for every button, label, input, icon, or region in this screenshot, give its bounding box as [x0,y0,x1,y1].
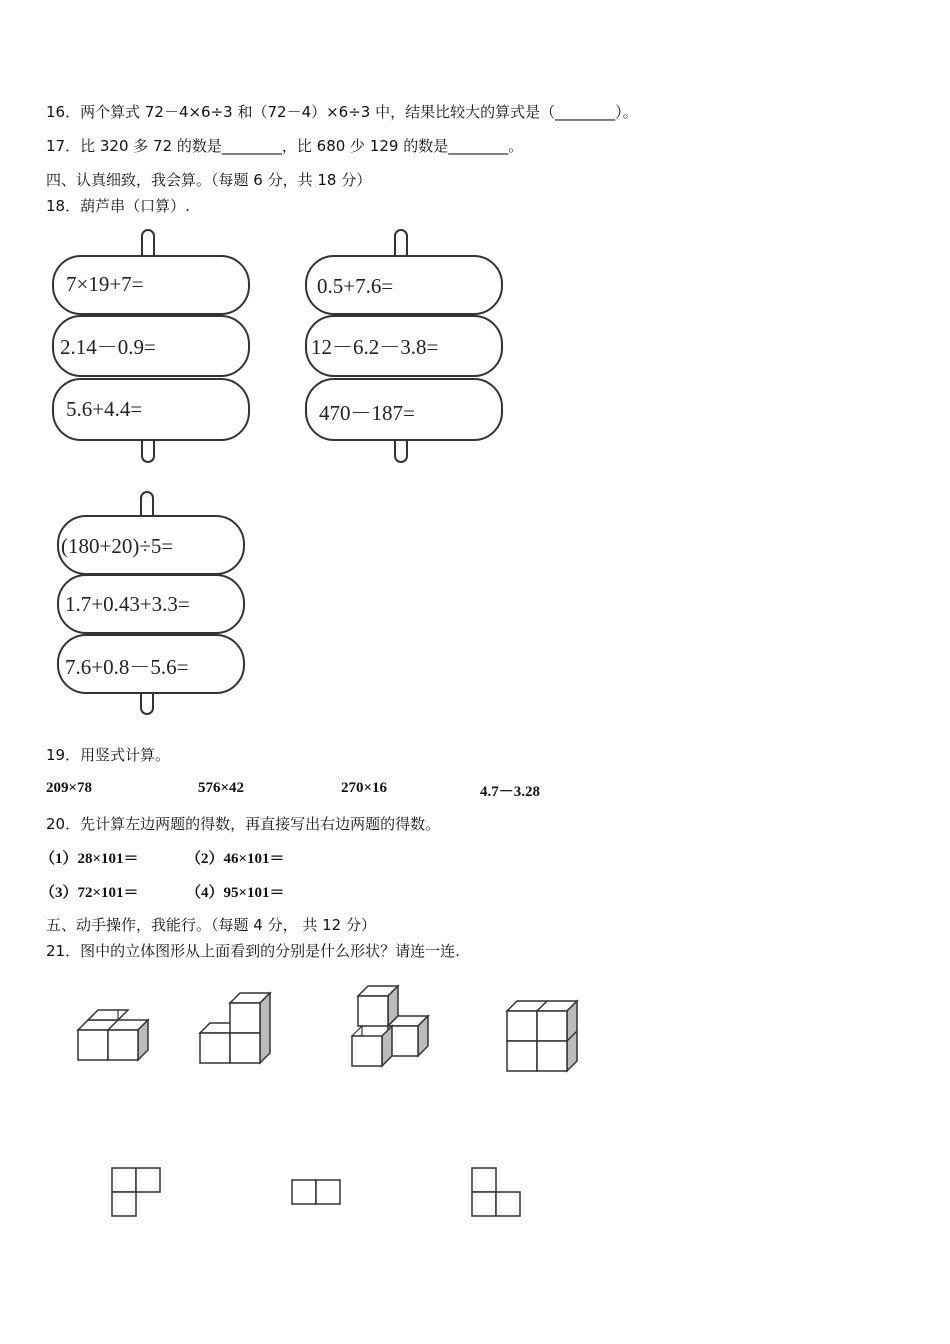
gourd-1 [50,228,255,464]
cube-figure-3 [348,984,434,1070]
section-4-heading: 四、认真细致，我会算。（每题 6 分，共 18 分） [46,171,372,189]
question-16: 16．两个算式 72－4×6÷3 和（72－4）×6÷3 中，结果比较大的算式是（________）。 [46,103,638,121]
gourd-expression: 2.14－0.9= [60,335,156,359]
gourd-expression: 7×19+7= [66,272,144,296]
question-18: 18．葫芦串（口算）. [46,197,190,215]
vertical-problem: 270×16 [341,780,388,796]
gourd-3 [55,490,250,716]
cube-figure-2 [196,991,276,1067]
vertical-problem: 4.7－3.28 [480,784,541,800]
section-5-heading: 五、动手操作，我能行。（每题 4 分， 共 12 分） [46,916,376,934]
gourd-expression: 1.7+0.43+3.3= [65,592,190,616]
question-20: 20．先计算左边两题的得数，再直接写出右边两题的得数。 [46,815,441,833]
gourd-expression: 5.6+4.4= [66,397,143,421]
gourd-expression: (180+20)÷5= [61,534,174,558]
top-view-shape-1 [110,1166,164,1220]
gourd-expression: 7.6+0.8－5.6= [65,655,189,679]
multiplication-item: （1）28×101＝ [40,851,139,867]
top-view-shape-3 [470,1166,524,1220]
multiplication-item: （2）46×101＝ [186,851,285,867]
gourd-expression: 470－187= [319,401,415,425]
top-view-shape-2 [290,1178,344,1208]
multiplication-item: （3）72×101＝ [40,885,139,901]
cube-figure-4 [503,999,579,1075]
gourd-expression: 0.5+7.6= [317,274,394,298]
multiplication-item: （4）95×101＝ [186,885,285,901]
vertical-problem: 576×42 [198,780,245,796]
question-17: 17．比 320 多 72 的数是________，比 680 少 129 的数是________。 [46,137,524,155]
question-19: 19．用竖式计算。 [46,746,171,764]
vertical-problem: 209×78 [46,780,93,796]
gourd-2 [303,228,508,464]
cube-figure-1 [74,1008,154,1064]
question-21: 21．图中的立体图形从上面看到的分别是什么形状？请连一连. [46,942,460,960]
gourd-expression: 12－6.2－3.8= [311,335,439,359]
